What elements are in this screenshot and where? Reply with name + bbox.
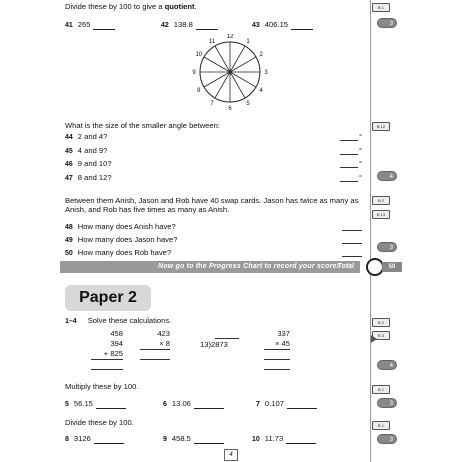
calc1-line-2: 394 (110, 339, 123, 348)
clock-number-label: 10 (195, 52, 203, 58)
question-46: 46 9 and 10? (65, 159, 112, 168)
question-44: 44 2 and 4? (65, 132, 108, 141)
question-43: 43 406.15 (252, 20, 313, 30)
clock-face-diagram (180, 34, 280, 110)
question-7: 7 0.107 (256, 399, 317, 409)
skill-tag: B 3 (372, 331, 390, 340)
calc4-line-1: 337 (277, 329, 290, 338)
question-47: 47 8 and 12? (65, 173, 112, 182)
score-box-3: 3 (377, 434, 397, 444)
skill-tag: B 1 (372, 385, 390, 394)
skill-tag: B 2 (372, 196, 390, 205)
answer-line (340, 181, 358, 182)
question-50: 50 How many does Rob have? (65, 248, 172, 257)
swap-cards-text-line-2: Anish, and Rob has five times as many as Anish. (65, 205, 230, 214)
question-42: 42 138.8 (161, 20, 218, 30)
answer-line (340, 140, 358, 141)
answer-line (264, 359, 290, 360)
question-41: 41 265 (65, 20, 115, 30)
question-49: 49 How many does Jason have? (65, 235, 178, 244)
swap-cards-text-line-1: Between them Anish, Jason and Rob have 40 swap cards. Jason has twice as many as (65, 196, 359, 205)
calc1-line-1: 458 (110, 329, 123, 338)
answer-line (264, 369, 290, 370)
answer-line (91, 369, 123, 370)
calc1-line-3: + 825 (103, 349, 123, 358)
question-6: 6 13.06 (163, 399, 224, 409)
skill-tag: B 13 (372, 210, 390, 219)
degree-symbol: ° (359, 173, 363, 182)
clock-number-label: 4 (259, 88, 263, 94)
score-box-4: 4 (377, 360, 397, 370)
calc3-long-division: 13)2873 (200, 340, 228, 349)
score-box-3: 3 (377, 242, 397, 252)
answer-line (340, 154, 358, 155)
answer-line (140, 359, 170, 360)
arrow-icon (371, 335, 377, 343)
skill-tag: B 12 (372, 122, 390, 131)
total-max: 50 (382, 262, 402, 272)
paper-title: Paper 2 (65, 285, 151, 311)
clock-number-label: 12 (226, 34, 234, 40)
degree-symbol: ° (359, 132, 363, 141)
clock-number-label: 5 (246, 101, 250, 108)
calc2-line-2: × 8 (159, 339, 170, 348)
division-bar (215, 338, 239, 339)
angle-instruction: What is the size of the smaller angle between: (65, 121, 220, 130)
clock-number-label: 9 (192, 70, 196, 76)
skill-tag: B 1 (372, 421, 390, 430)
score-box-3: 3 (377, 398, 397, 408)
multiply-instruction: Multiply these by 100. (65, 382, 139, 391)
question-48: 48 How many does Anish have? (65, 222, 176, 231)
clock-number-label: 11 (208, 38, 216, 45)
instruction-divide-quotient: Divide these by 100 to give a quotient. (65, 2, 197, 11)
skill-tag: B 1 (372, 3, 390, 12)
question-45: 45 4 and 9? (65, 146, 108, 155)
answer-line (342, 230, 362, 231)
question-9: 9 458.5 (163, 434, 224, 444)
degree-symbol: ° (359, 159, 363, 168)
answer-line (342, 243, 362, 244)
question-8: 8 3126 (65, 434, 124, 444)
skill-tag: B 2 (372, 318, 390, 327)
score-box-3: 3 (377, 18, 397, 28)
question-10: 10 11.73 (252, 434, 316, 444)
clock-number-label: 6 (228, 106, 232, 110)
calc2-line-1: 423 (157, 329, 170, 338)
answer-line (91, 359, 123, 360)
answer-line (264, 349, 290, 350)
banner-total-label: Total (337, 263, 354, 270)
clock-number-label: 1 (246, 38, 250, 45)
degree-symbol: ° (359, 146, 363, 155)
question-5: 5 56.15 (65, 399, 126, 409)
calc4-line-2: × 45 (275, 339, 290, 348)
divide-instruction: Divide these by 100. (65, 418, 134, 427)
answer-line (140, 349, 170, 350)
banner-message: Now go to the Progress Chart to record your score! (158, 263, 340, 270)
clock-number-label: 7 (210, 101, 214, 108)
answer-line (342, 256, 362, 257)
answer-line (340, 167, 358, 168)
clock-number-label: 3 (264, 70, 268, 76)
calc-instruction: 1–4 Solve these calculations. (65, 316, 172, 325)
progress-chart-banner (60, 261, 360, 273)
clock-number-label: 2 (259, 52, 263, 58)
page-number: 4 (224, 449, 238, 461)
clock-number-label: 8 (197, 88, 201, 94)
margin-divider (370, 0, 371, 462)
score-box-4: 4 (377, 171, 397, 181)
